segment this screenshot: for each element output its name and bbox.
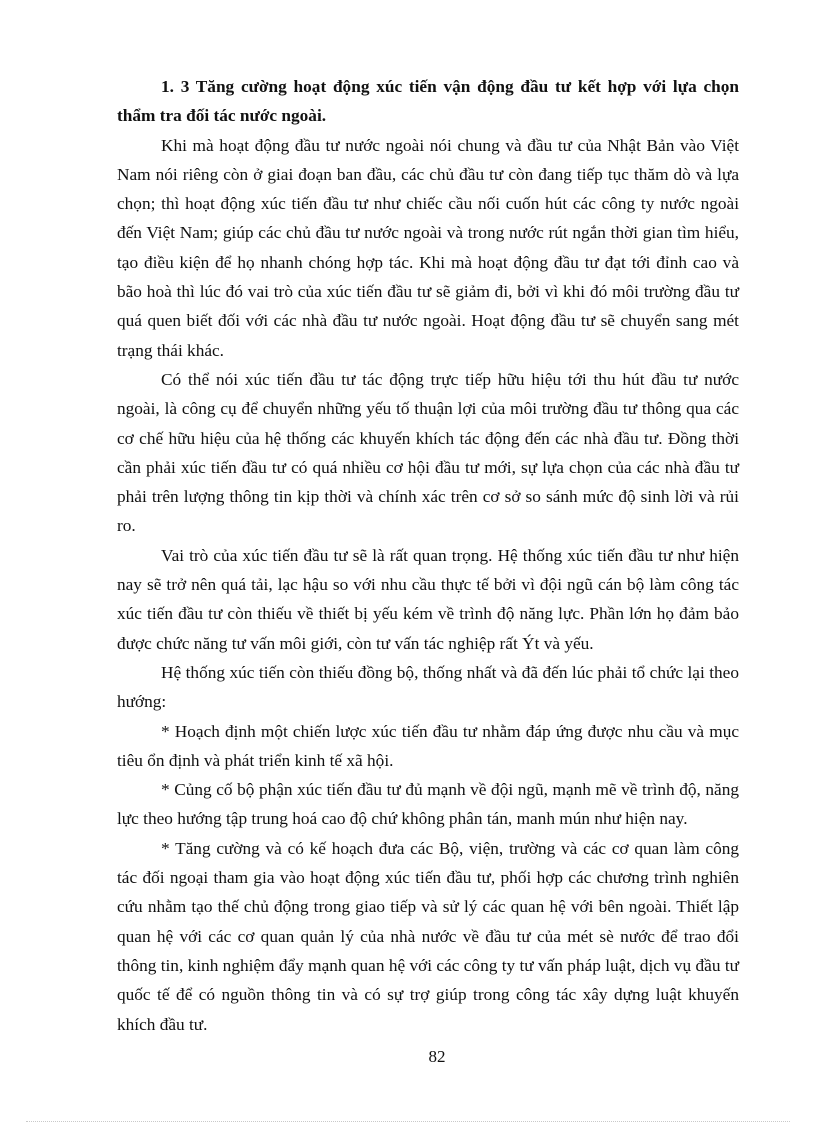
page-divider (26, 1121, 790, 1122)
bullet-consolidate: * Củng cố bộ phận xúc tiến đầu tư đủ mạnh về đội ngũ, mạnh mẽ về trình độ, năng lực theo hướng tập trung hoá cao độ chứ không phân tán, manh mún như hiện nay. (117, 780, 739, 829)
paragraph-reorganize: Hệ thống xúc tiến còn thiếu đồng bộ, thống nhất và đã đến lúc phải tổ chức lại theo hướng: (117, 662, 739, 712)
paragraph-importance: Vai trò của xúc tiến đầu tư sẽ là rất quan trọng. Hệ thống xúc tiến đầu tư như hiện nay sẽ trở nên quá tải, lạc hậu so với nhu cầu thực tế bởi vì đội ngũ cán bộ làm công tác xúc tiến đầu tư còn thiếu về thiết bị yếu kém về trình độ năng lực. Phần lớn họ đảm bảo được chức năng tư vấn môi giới, còn tư vấn tác nghiệp rất Ýt và yếu. (117, 545, 739, 653)
section-heading: 1. 3 Tăng cường hoạt động xúc tiến vận động đầu tư kết hợp với lựa chọn thẩm tra đối tác nước ngoài. (117, 77, 739, 126)
page-number: 82 (428, 1047, 446, 1066)
bullet-cooperation: * Tăng cường và có kế hoạch đưa các Bộ, viện, trường và các cơ quan làm công tác đối ngoại tham gia vào hoạt động xúc tiến đầu tư, phối hợp các chương trình nghiên cứu nhằm tạo thế chủ động trong giao tiếp và sử lý các quan hệ với bên ngoài. Thiết lập quan hệ với các cơ quan quản lý của nhà nước về đầu tư của mét sè nước để trao đổi thông tin, kinh nghiệm đẩy mạnh quan hệ với các công ty tư vấn pháp luật, dịch vụ đầu tư quốc tế để có nguồn thông tin và có sự trợ giúp trong công tác xây dựng luật khuyến khích đầu tư. (117, 838, 739, 1034)
paragraph-role: Có thể nói xúc tiến đầu tư tác động trực tiếp hữu hiệu tới thu hút đầu tư nước ngoài, là công cụ để chuyển những yếu tố thuận lợi của môi trường đầu tư thông qua các cơ chế hữu hiệu của hệ thống các khuyến khích tác động đến các nhà đầu tư. Đồng thời cần phải xúc tiến đầu tư có quá nhiều cơ hội đầu tư mới, sự lựa chọn của các nhà đầu tư phải trên lượng thông tin kịp thời và chính xác trên cơ sở so sánh mức độ sinh lời và rủi ro. (117, 369, 739, 536)
paragraph-intro: Khi mà hoạt động đầu tư nước ngoài nói chung và đầu tư của Nhật Bản vào Việt Nam nói riêng còn ở giai đoạn ban đầu, các chủ đầu tư còn đang tiếp tục thăm dò và lựa chọn; thì hoạt động xúc tiến đầu tư như chiếc cầu nối cuốn hút các công ty nước ngoài đến Việt Nam; giúp các chủ đầu tư nước ngoài và trong nước rút ngắn thời gian tìm hiểu, tạo điều kiện để họ nhanh chóng hợp tác. Khi mà hoạt động đầu tư đạt tới đỉnh cao và bão hoà thì lúc đó vai trò của xúc tiến đầu tư sẽ giảm đi, bởi vì khi đó môi trường đầu tư quá quen biết đối với các nhà đầu tư nước ngoài. Hoạt động đầu tư sẽ chuyển sang mét trạng thái khác. (117, 135, 739, 360)
bullet-strategy: * Hoạch định một chiến lược xúc tiến đầu tư nhằm đáp ứng được nhu cầu và mục tiêu ổn định và phát triển kinh tế xã hội. (117, 721, 739, 770)
document-body (117, 72, 739, 1039)
